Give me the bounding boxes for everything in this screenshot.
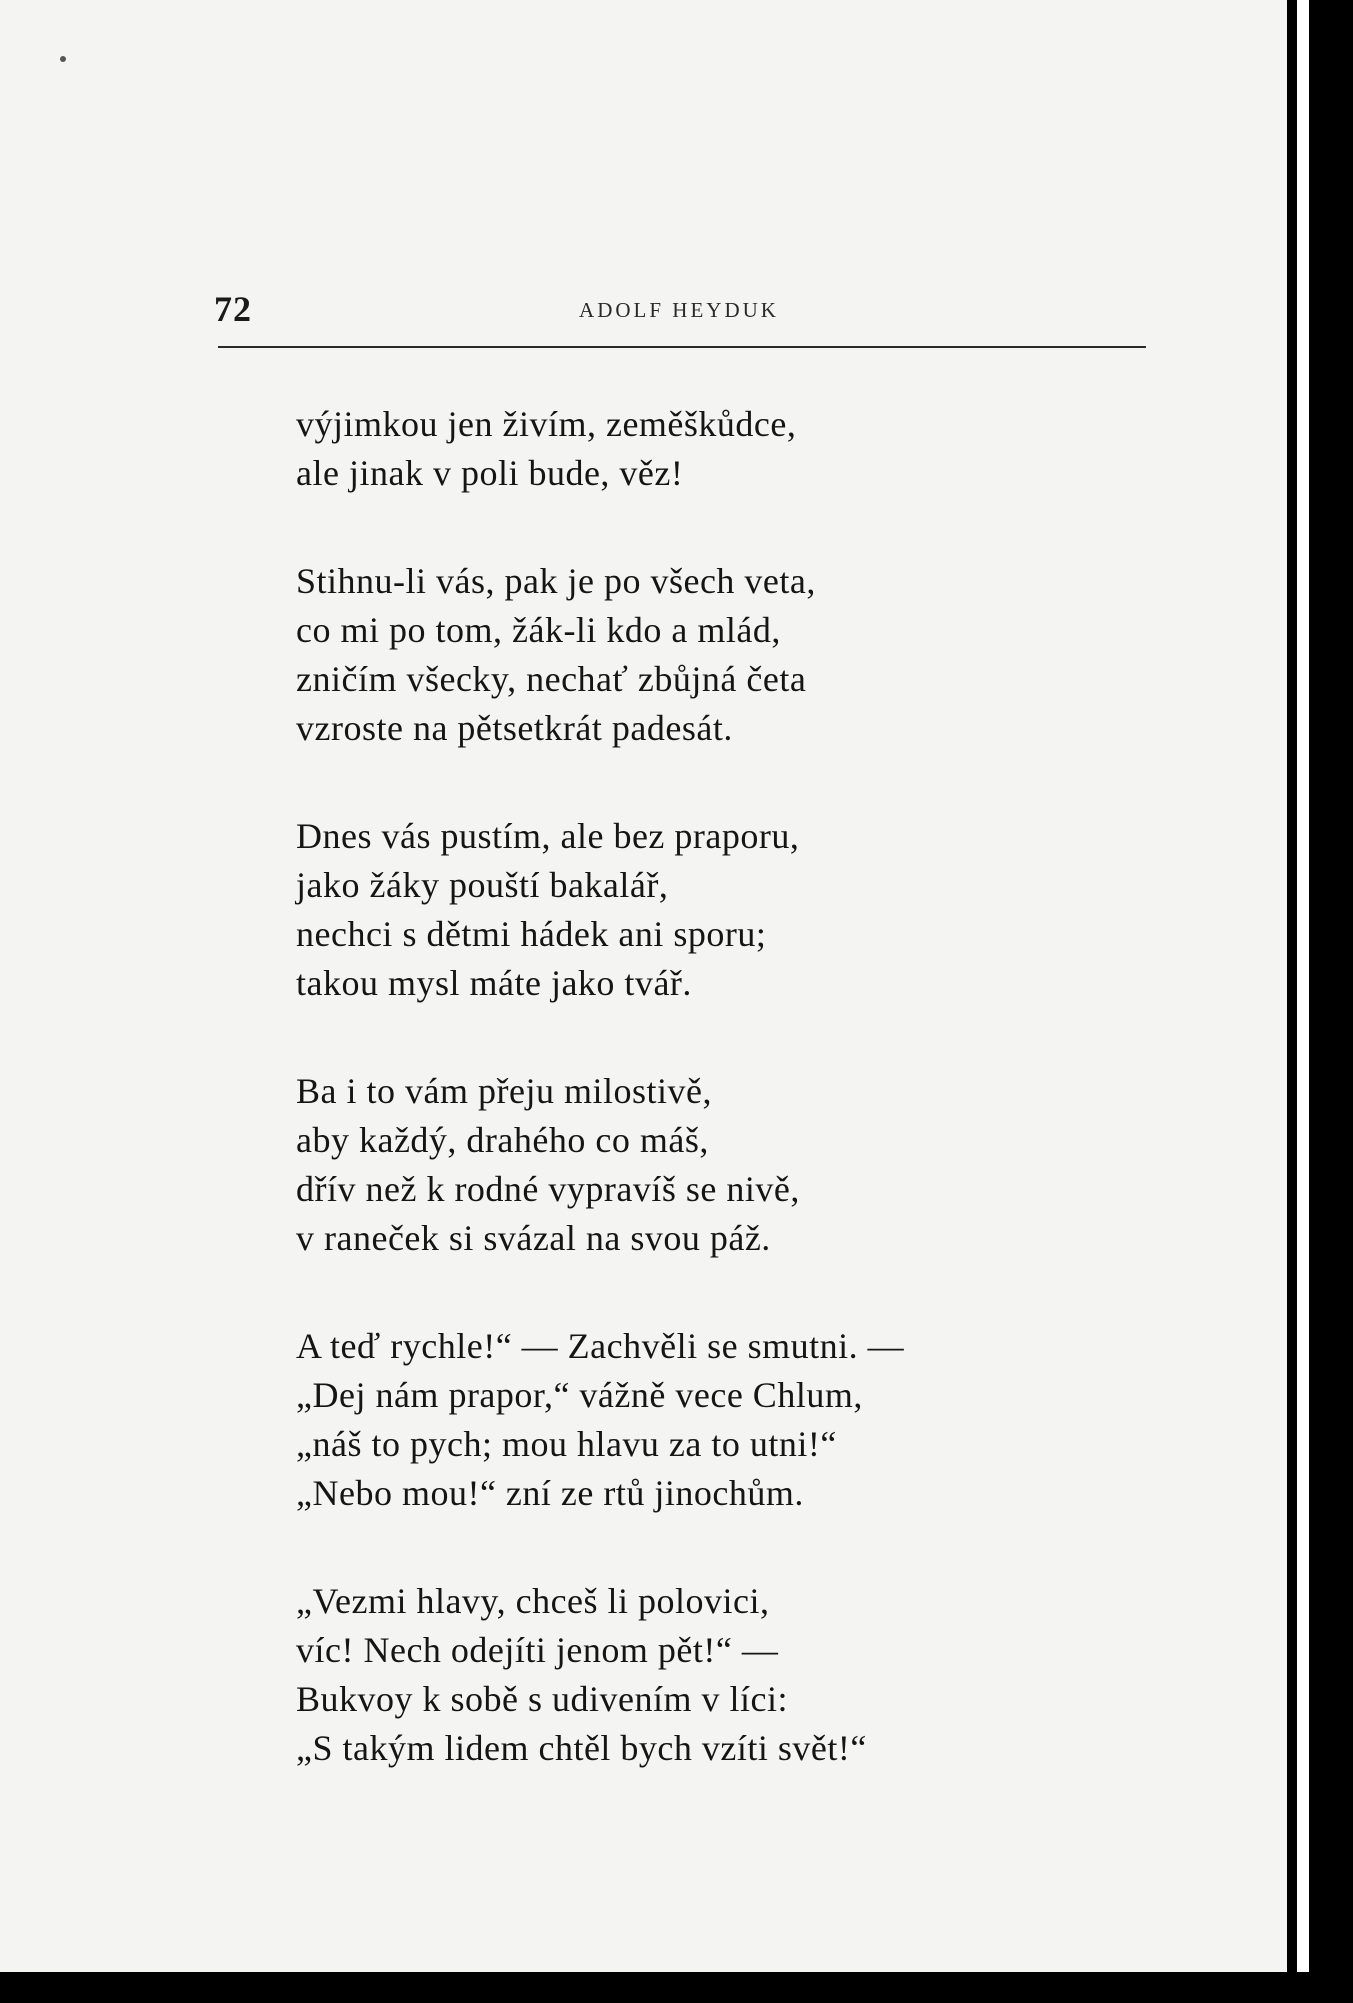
verse-line: Ba i to vám přeju milostivě, — [296, 1071, 712, 1111]
stanza — [296, 1577, 1196, 1773]
verse-line: víc! Nech odejíti jenom pět!“ — — [296, 1630, 779, 1670]
scan-border-right — [1287, 0, 1353, 2003]
running-head: ADOLF HEYDUK — [579, 298, 779, 322]
verse-line: výjimkou jen živím, zeměškůdce, — [296, 404, 797, 444]
verse-line: „S takým lidem chtěl bych vzíti svět!“ — [296, 1728, 867, 1768]
verse-line: A teď rychle!“ — Zachvěli se smutni. — — [296, 1326, 905, 1366]
verse-line: vzroste na pětsetkrát padesát. — [296, 708, 733, 748]
stanza — [296, 557, 1196, 753]
verse-line: jako žáky pouští bakalář, — [296, 865, 669, 905]
verse-line: Dnes vás pustím, ale bez praporu, — [296, 816, 800, 856]
header-rule — [218, 346, 1146, 348]
verse-line: ale jinak v poli bude, věz! — [296, 453, 684, 493]
page-edge-gap — [1297, 0, 1309, 1972]
verse-line: nechci s dětmi hádek ani sporu; — [296, 914, 767, 954]
verse-line: Bukvoy k sobě s udivením v líci: — [296, 1679, 788, 1719]
verse-line: co mi po tom, žák-li kdo a mlád, — [296, 610, 781, 650]
verse-line: Stihnu-li vás, pak je po všech veta, — [296, 561, 816, 601]
stanza — [296, 1067, 1196, 1263]
stanza — [296, 400, 1196, 498]
verse-line: aby každý, drahého co máš, — [296, 1120, 709, 1160]
scan-border-bottom — [0, 1972, 1353, 2003]
stanza — [296, 1322, 1196, 1518]
verse-line: „Dej nám prapor,“ vážně vece Chlum, — [296, 1375, 863, 1415]
poem-body — [296, 400, 1196, 1832]
verse-line: „náš to pych; mou hlavu za to utni!“ — [296, 1424, 837, 1464]
page-header — [214, 288, 1144, 332]
paper-speck — [60, 56, 66, 62]
verse-line: v raneček si svázal na svou páž. — [296, 1218, 771, 1258]
verse-line: takou mysl máte jako tvář. — [296, 963, 692, 1003]
verse-line: „Nebo mou!“ zní ze rtů jinochům. — [296, 1473, 804, 1513]
verse-line: zničím všecky, nechať zbůjná četa — [296, 659, 807, 699]
stanza — [296, 812, 1196, 1008]
verse-line: „Vezmi hlavy, chceš li polovici, — [296, 1581, 770, 1621]
verse-line: dřív než k rodné vypravíš se nivě, — [296, 1169, 800, 1209]
page-number: 72 — [214, 289, 252, 329]
